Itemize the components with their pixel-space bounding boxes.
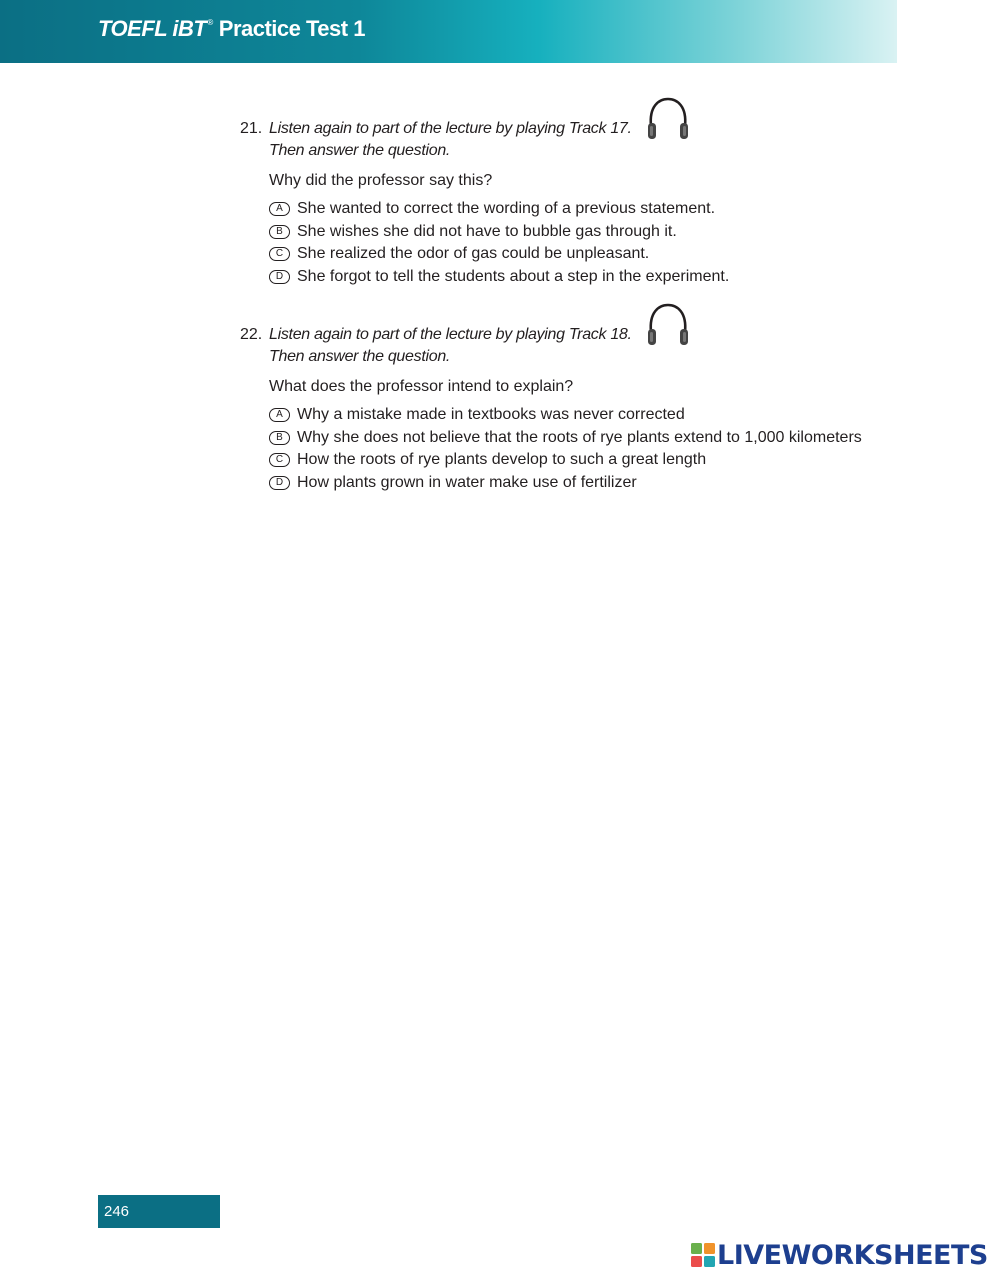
instruction-line: Listen again to part of the lecture by playing Track 17. [269, 120, 632, 137]
answer-option-a[interactable] [269, 404, 899, 427]
option-text: Why she does not believe that the roots of rye plants extend to 1,000 kilometers [297, 428, 862, 446]
option-text: Why a mistake made in textbooks was never corrected [297, 406, 685, 424]
option-letter: B [269, 225, 290, 239]
question-instruction [269, 118, 899, 162]
page-number: 246 [104, 1203, 130, 1220]
instruction-line: Then answer the question. [269, 348, 451, 365]
header-title [98, 16, 365, 50]
option-letter: B [269, 431, 290, 445]
option-letter: C [269, 453, 290, 467]
option-letter: D [269, 270, 290, 284]
instruction-line: Then answer the question. [269, 142, 451, 159]
instruction-line: Listen again to part of the lecture by playing Track 18. [269, 326, 632, 343]
option-text: How the roots of rye plants develop to such a great length [297, 451, 707, 469]
liveworksheets-logo-icon [691, 1243, 715, 1267]
option-text: She wanted to correct the wording of a previous statement. [297, 200, 716, 218]
registered-mark: ® [207, 18, 213, 27]
option-letter: D [269, 476, 290, 490]
answer-option-d[interactable] [269, 472, 899, 495]
option-text: She forgot to tell the students about a step in the experiment. [297, 267, 730, 285]
option-letter: C [269, 247, 290, 261]
option-text: She wishes she did not have to bubble gas through it. [297, 222, 677, 240]
option-letter: A [269, 202, 290, 216]
answer-option-a[interactable] [269, 198, 899, 221]
headphones-icon[interactable] [645, 96, 691, 144]
option-text: How plants grown in water make use of fertilizer [297, 473, 637, 491]
option-text: She realized the odor of gas could be unpleasant. [297, 245, 650, 263]
option-letter: A [269, 408, 290, 422]
answer-option-b[interactable] [269, 427, 899, 450]
answer-option-d[interactable] [269, 266, 899, 289]
watermark-text: LIVEWORKSHEETS [717, 1239, 988, 1271]
question-instruction [269, 324, 899, 368]
headphones-icon[interactable] [645, 302, 691, 350]
question-prompt: Why did the professor say this? [269, 172, 493, 189]
answer-options [269, 404, 899, 494]
liveworksheets-watermark [691, 1238, 988, 1272]
question-number: 21. [240, 120, 263, 137]
question-prompt: What does the professor intend to explain? [269, 378, 574, 395]
answer-option-b[interactable] [269, 221, 899, 244]
page-number-tab [98, 1195, 220, 1228]
answer-option-c[interactable] [269, 449, 899, 472]
question-number: 22. [240, 326, 263, 343]
answer-options [269, 198, 899, 288]
header-test-name: Practice Test 1 [218, 16, 365, 41]
header-brand: TOEFL iBT [98, 16, 207, 41]
answer-option-c[interactable] [269, 243, 899, 266]
